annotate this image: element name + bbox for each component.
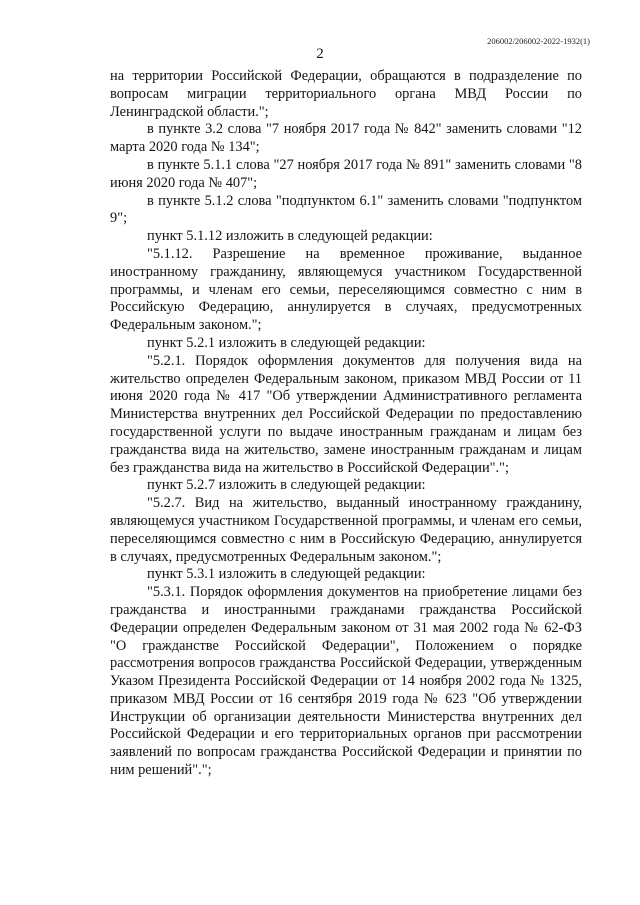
paragraph-amendment-5-1-1: в пункте 5.1.1 слова "27 ноября 2017 года № 891" заменить словами "8 июня 2020 года № 407"; [110,156,582,191]
paragraph-text-5-2-7: "5.2.7. Вид на жительство, выданный иностранному гражданину, являющемуся участником Государственной программы, и членам его семьи, переселяющимся совместно с ним в Российскую Федерацию, аннулируется в случаях, предусмотренных Федеральным законом."; [110,495,582,565]
page-number: 2 [316,46,324,62]
paragraph-text-5-2-1: "5.2.1. Порядок оформления документов для получения вида на жительство определен Федеральным законом, приказом МВД России от 11 июня 2020 года № 417 "Об утверждении Административного регламента Министерства внутренних дел Российской Федерации по предоставлению государственной услуги по выдаче иностранным гражданам и лицам без гражданства вида на жительство, замене иностранным гражданам и лицам без гражданства вида на жительство в Российской Федерации"."; [110,352,582,476]
paragraph-intro-5-1-12: пункт 5.1.12 изложить в следующей редакции: [147,228,433,245]
document-body [110,68,582,780]
paragraph-text-5-1-12: "5.1.12. Разрешение на временное проживание, выданное иностранному гражданину, являющемуся участником Государственной программы, и членам его семьи, переселяющимся совместно с ним в Российскую Федерацию, аннулируется в случаях, предусмотренных Федеральным законом."; [110,245,582,334]
paragraph-continuation: на территории Российской Федерации, обращаются в подразделение по вопросам миграции территориального органа МВД России по Ленинградской области."; [110,68,582,120]
paragraph-amendment-5-1-2: в пункте 5.1.2 слова "подпунктом 6.1" заменить словами "подпунктом 9"; [110,192,582,227]
paragraph-text-5-3-1: "5.3.1. Порядок оформления документов на приобретение лицами без гражданства и иностранными гражданами гражданства Российской Федерации определен Федеральным законом от 31 мая 2002 года № 62-ФЗ "О гражданстве Российской Федерации", Положением о порядке рассмотрения вопросов гражданства Российской Федерации, утвержденным Указом Президента Российской Федерации от 14 ноября 2002 года № 1325, приказом МВД России от 16 сентября 2019 года № 623 "Об утверждении Инструкции об организации деятельности Министерства внутренних дел Российской Федерации и его территориальных органов при рассмотрении заявлений по вопросам гражданства Российской Федерации и принятии по ним решений"."; [110,584,582,779]
paragraph-intro-5-2-7: пункт 5.2.7 изложить в следующей редакции: [147,477,426,494]
document-registration-number: 206002/206002-2022-1932(1) [487,36,590,46]
paragraph-amendment-3-2: в пункте 3.2 слова "7 ноября 2017 года № 842" заменить словами "12 марта 2020 года № 134"; [110,121,582,156]
paragraph-intro-5-2-1: пункт 5.2.1 изложить в следующей редакции: [147,334,426,351]
paragraph-intro-5-3-1: пункт 5.3.1 изложить в следующей редакции: [147,566,426,583]
